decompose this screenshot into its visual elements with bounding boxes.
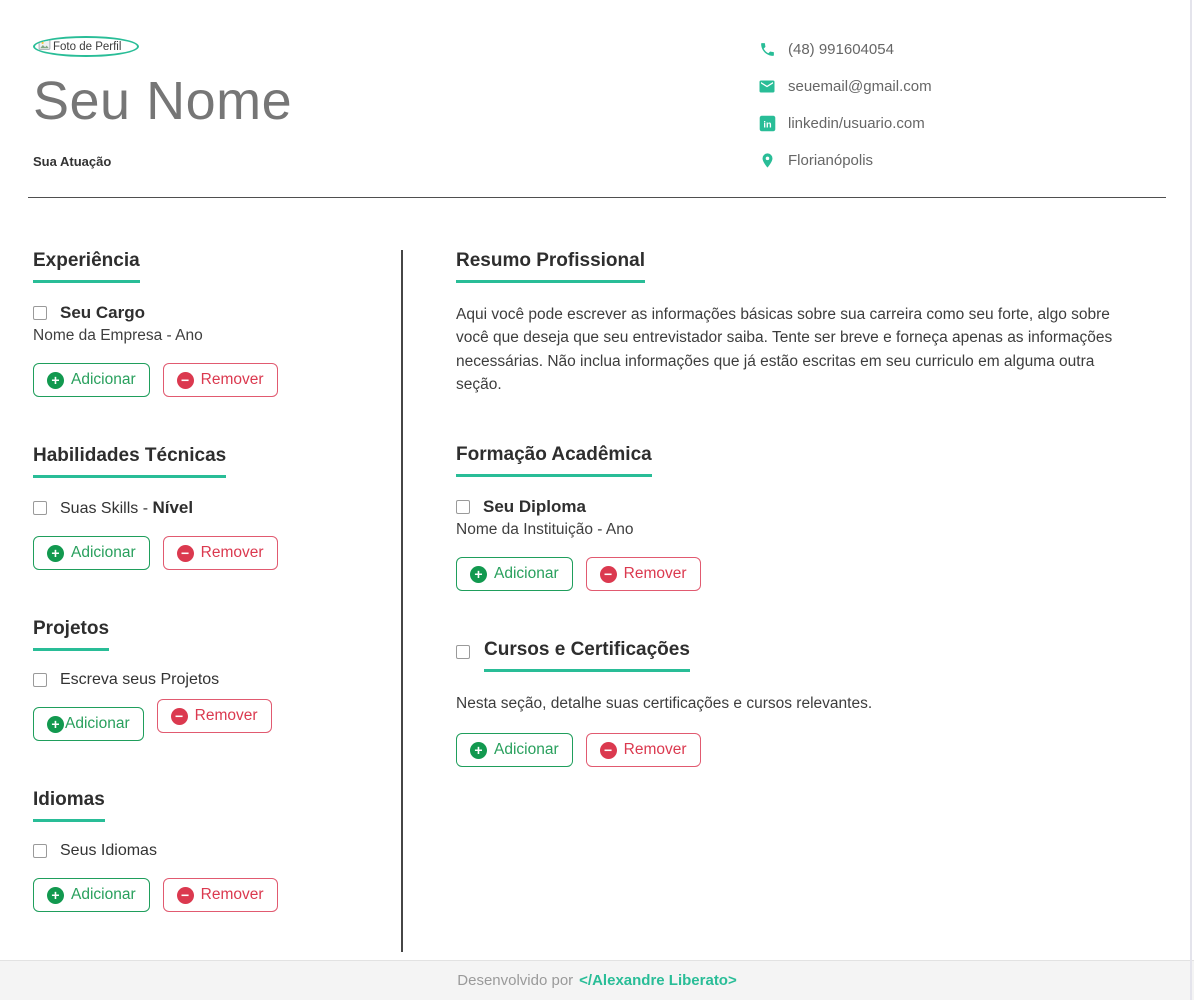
location-icon xyxy=(758,152,776,170)
profile-photo-placeholder[interactable] xyxy=(33,36,139,57)
identity-block xyxy=(33,36,292,172)
entry-label: Suas Skills - Nível xyxy=(60,498,194,517)
section-title: Projetos xyxy=(33,618,109,651)
remover-label: Remover xyxy=(194,707,258,724)
footer-text: Desenvolvido por xyxy=(457,972,574,989)
entry-subtext: Nome da Empresa - Ano xyxy=(33,327,203,344)
remover-button[interactable] xyxy=(586,557,701,591)
remover-button[interactable] xyxy=(163,536,278,570)
phone-icon xyxy=(758,41,776,59)
contact-row xyxy=(758,75,1170,98)
remover-button[interactable] xyxy=(586,733,701,767)
footer xyxy=(0,960,1194,1000)
contact-row xyxy=(758,149,1170,172)
entry-checkbox[interactable] xyxy=(33,844,47,858)
role-text: Sua Atuação xyxy=(33,154,112,169)
adicionar-label: Adicionar xyxy=(71,371,136,388)
minus-circle-icon: − xyxy=(171,708,188,725)
section-title: Cursos e Certificações xyxy=(484,639,690,672)
minus-circle-icon: − xyxy=(177,372,194,389)
adicionar-button[interactable] xyxy=(33,536,150,570)
section-cursos-certificacoes xyxy=(456,639,1136,767)
adicionar-label: Adicionar xyxy=(71,886,136,903)
name-heading: Seu Nome xyxy=(33,71,293,131)
photo-alt-text: Foto de Perfil xyxy=(53,40,122,53)
contact-list xyxy=(758,36,1170,172)
section-habilidades-tecnicas xyxy=(33,445,371,570)
plus-circle-icon: + xyxy=(47,545,64,562)
section-title: Resumo Profissional xyxy=(456,250,645,283)
entry-label: Escreva seus Projetos xyxy=(60,671,220,688)
remover-label: Remover xyxy=(200,544,264,561)
entry-row xyxy=(33,842,371,860)
minus-circle-icon: − xyxy=(600,566,617,583)
entry-row xyxy=(33,303,371,323)
entry-checkbox[interactable] xyxy=(33,501,47,515)
contact-row xyxy=(758,38,1170,61)
svg-text:in: in xyxy=(762,119,772,130)
plus-circle-icon: + xyxy=(47,887,64,904)
entry-label: Seu Diploma xyxy=(483,497,586,516)
adicionar-button[interactable] xyxy=(33,878,150,912)
left-column xyxy=(0,250,401,960)
section-projetos xyxy=(33,618,371,741)
minus-circle-icon: − xyxy=(177,887,194,904)
adicionar-button[interactable] xyxy=(33,363,150,397)
section-idiomas xyxy=(33,789,371,912)
remover-label: Remover xyxy=(200,371,264,388)
plus-circle-icon: + xyxy=(47,716,64,733)
main-content xyxy=(0,198,1194,960)
minus-circle-icon: − xyxy=(600,742,617,759)
section-title: Formação Acadêmica xyxy=(456,444,652,477)
page-edge-line xyxy=(1190,0,1192,1000)
adicionar-label: Adicionar xyxy=(71,544,136,561)
broken-image-icon xyxy=(38,38,51,56)
section-paragraph: Aqui você pode escrever as informações básicas sobre sua carreira como seu forte, algo sobre você que deseja que seu entrevistador saiba. Tente ser breve e forneça apenas as informações necessárias. Não inclua informações que já estão escritas em seu curriculo em alguma outra seção. xyxy=(456,306,1113,393)
remover-button[interactable] xyxy=(163,363,278,397)
minus-circle-icon: − xyxy=(177,545,194,562)
linkedin-icon xyxy=(758,115,776,133)
remover-button[interactable] xyxy=(163,878,278,912)
remover-label: Remover xyxy=(623,565,687,582)
plus-circle-icon: + xyxy=(47,372,64,389)
right-column xyxy=(403,250,1194,960)
section-formacao-academica xyxy=(456,444,1136,591)
plus-circle-icon: + xyxy=(470,566,487,583)
entry-checkbox[interactable] xyxy=(456,500,470,514)
contact-row xyxy=(758,112,1170,135)
adicionar-label: Adicionar xyxy=(494,565,559,582)
section-title: Habilidades Técnicas xyxy=(33,445,226,478)
adicionar-button[interactable] xyxy=(33,707,144,741)
plus-circle-icon: + xyxy=(470,742,487,759)
adicionar-label: Adicionar xyxy=(65,715,130,732)
section-resumo-profissional xyxy=(456,250,1136,396)
contact-text: seuemail@gmail.com xyxy=(788,78,932,95)
section-checkbox[interactable] xyxy=(456,645,470,659)
header xyxy=(0,0,1194,172)
remover-label: Remover xyxy=(200,886,264,903)
section-paragraph: Nesta seção, detalhe suas certificações e cursos relevantes. xyxy=(456,695,873,712)
entry-label: Seu Cargo xyxy=(60,303,146,322)
adicionar-button[interactable] xyxy=(456,733,573,767)
contact-text: linkedin/usuario.com xyxy=(788,115,925,132)
contact-text: Florianópolis xyxy=(788,152,874,169)
adicionar-label: Adicionar xyxy=(494,741,559,759)
contact-text: (48) 991604054 xyxy=(788,41,894,58)
section-title: Experiência xyxy=(33,250,140,283)
section-title: Idiomas xyxy=(33,789,105,822)
remover-button[interactable] xyxy=(157,699,272,733)
section-experiencia xyxy=(33,250,371,397)
author-link[interactable]: </Alexandre Liberato> xyxy=(579,972,737,989)
remover-label: Remover xyxy=(623,741,687,759)
email-icon xyxy=(758,78,776,96)
entry-row xyxy=(33,498,371,518)
entry-row xyxy=(33,671,371,689)
entry-row xyxy=(456,497,1136,517)
entry-label: Seus Idiomas xyxy=(60,842,157,859)
entry-subtext: Nome da Instituição - Ano xyxy=(456,521,634,538)
entry-checkbox[interactable] xyxy=(33,306,47,320)
entry-checkbox[interactable] xyxy=(33,673,47,687)
adicionar-button[interactable] xyxy=(456,557,573,591)
